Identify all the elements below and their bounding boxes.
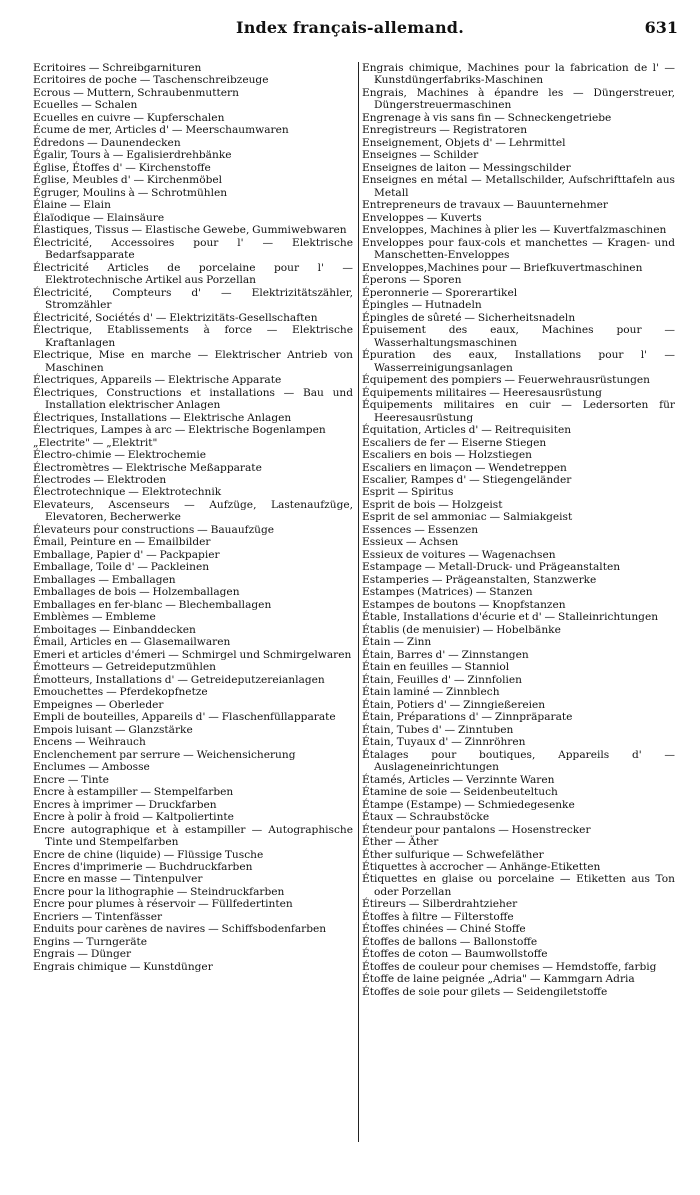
index-entry: Électrotechnique — Elektrotechnik <box>33 486 222 499</box>
left-column <box>33 62 353 973</box>
index-entry: Élevateurs pour constructions — Bauaufzüge <box>33 523 275 536</box>
index-entry: Encre de chine (liquide) — Flüssige Tusche <box>33 848 264 861</box>
index-entry: Éther sulfurique — Schwefeläther <box>362 848 544 861</box>
index-entry: Étalages pour boutiques, Appareils d' — Auslageneinrichtungen <box>362 748 675 774</box>
index-entry: Enclumes — Ambosse <box>33 761 150 774</box>
index-entry: Encriers — Tintenfässer <box>33 910 163 923</box>
index-entry: Empois luisant — Glanzstärke <box>33 723 193 736</box>
index-entry: Étampe (Estampe) — Schmiedegesenke <box>362 798 575 811</box>
index-entry: Étaux — Schraubstöcke <box>362 811 490 824</box>
index-entry: Éperonnerie — Sporerartikel <box>362 286 518 299</box>
index-entry: Étendeur pour pantalons — Hosenstrecker <box>362 823 591 836</box>
index-entry: Équipements militaires — Heeresausrüstung <box>362 386 602 399</box>
index-entry: Égruger, Moulins à — Schrotmühlen <box>33 186 228 199</box>
index-entry: Étable, Installations d'écurie et d' — Stalleinrichtungen <box>362 611 659 624</box>
index-entry: Encre — Tinte <box>33 773 109 786</box>
index-entry: Ecritoires — Schreibgarnituren <box>33 62 202 74</box>
index-entry: Étain, Potiers d' — Zinngießereien <box>362 698 546 711</box>
index-entry: Équipements militaires en cuir — Ledersorten für Heeresausrüstung <box>362 399 675 424</box>
index-entry: Étiquettes à accrocher — Anhänge-Etiketten <box>362 861 601 873</box>
index-entry: Engrais chimique, Machines pour la fabrication de l' — Kunstdüngerfabriks-Maschinen <box>362 62 675 87</box>
index-entry: Électrodes — Elektroden <box>33 473 167 486</box>
index-entry: Électricité, Sociétés d' — Elektrizitäts-Gesellschaften <box>33 311 318 324</box>
right-column <box>358 62 675 1142</box>
index-entry: Electrique, Mise en marche — Elektrischer Antrieb von Maschinen <box>33 349 353 374</box>
index-entry: Encres à imprimer — Druckfarben <box>33 798 217 811</box>
index-entry: Étain, Tuyaux d' — Zinnröhren <box>362 736 526 749</box>
index-entry: Enregistreurs — Registratoren <box>362 124 528 137</box>
index-entry: Elevateurs, Ascenseurs — Aufzüge, Lastenaufzüge, Elevatoren, Becherwerke <box>33 498 353 524</box>
index-entry: Encre autographique et à estampiller — Autographische Tinte und Stempelfarben <box>33 823 353 849</box>
index-entry: Esprit de sel ammoniac — Salmiakgeist <box>362 511 573 524</box>
index-entry: Électro-chimie — Elektrochemie <box>33 449 207 462</box>
index-entry: Escalier, Rampes d' — Stiegengeländer <box>362 473 572 486</box>
index-entry: Égalir, Tours à — Egalisierdrehbänke <box>33 149 232 162</box>
index-entry: Étain laminé — Zinnblech <box>362 686 500 699</box>
index-entry: Édredons — Daunendecken <box>33 136 181 149</box>
index-entry: Encre pour plumes à réservoir — Füllfedertinten <box>33 898 293 911</box>
index-entry: Enveloppes, Machines à plier les — Kuvertfalzmaschinen <box>362 224 667 237</box>
index-entry: Étain, Barres d' — Zinnstangen <box>362 648 529 661</box>
index-entry: Épuisement des eaux, Machines pour — Wasserhaltungsmaschinen <box>362 324 675 349</box>
index-entry: Engrais chimique — Kunstdünger <box>33 960 213 973</box>
index-entry: Électricité Articles de porcelaine pour l' — Elektrotechnische Artikel aus Porzellan <box>33 261 353 287</box>
index-entry: Électrique, Etablissements à force — Elektrische Kraftanlagen <box>33 324 353 349</box>
index-entry: Essieux de voitures — Wagenachsen <box>362 548 556 561</box>
index-entry: Équipement des pompiers — Feuerwehrausrüstungen <box>362 374 650 387</box>
index-entry: Estamperies — Prägeanstalten, Stanzwerke <box>362 573 597 586</box>
index-entry: Entrepreneurs de travaux — Bauunternehmer <box>362 199 608 212</box>
index-entry: Éther — Äther <box>362 836 439 849</box>
index-entry: Émail, Articles en — Glasemailwaren <box>33 636 231 649</box>
index-entry: Élaine — Elain <box>33 199 111 212</box>
index-entry: Étain, Préparations d' — Zinnpräparate <box>362 711 573 724</box>
index-entry: Église, Meubles d' — Kirchenmöbel <box>33 174 223 187</box>
index-entry: Épingles — Hutnadeln <box>362 299 482 312</box>
index-entry: Ecuelles en cuivre — Kupferschalen <box>33 111 225 124</box>
index-entry: Établis (de menuisier) — Hobelbänke <box>362 623 561 636</box>
page-title: Index français-allemand. <box>236 18 464 37</box>
index-entry: Empeignes — Oberleder <box>33 698 164 711</box>
index-entry: Étoffes de couleur pour chemises — Hemdstoffe, farbig <box>362 960 657 973</box>
index-entry: Emouchettes — Pferdekopfnetze <box>33 686 208 699</box>
index-entry: Ecuelles — Schalen <box>33 99 138 112</box>
index-entry: Enveloppes,Machines pour — Briefkuvertmaschinen <box>362 261 643 274</box>
index-entry: Étoffes de ballons — Ballonstoffe <box>362 935 538 948</box>
index-entry: Écume de mer, Articles d' — Meerschaumwaren <box>33 124 289 137</box>
index-entry: Ecrous — Muttern, Schraubenmuttern <box>33 86 239 99</box>
index-entry: Émotteurs — Getreideputzmühlen <box>33 661 216 674</box>
index-entry: Esprit — Spiritus <box>362 486 454 499</box>
index-entry: Enveloppes pour faux-cols et manchettes — Kragen- und Manschetten-Enveloppes <box>362 236 675 262</box>
index-entry: Électriques, Appareils — Elektrische Apparate <box>33 374 282 387</box>
index-entry: Escaliers en bois — Holzstiegen <box>362 449 532 462</box>
index-entry: Électricité, Compteurs d' — Elektrizitätszähler, Stromzähler <box>33 286 353 312</box>
index-entry: Enseignes — Schilder <box>362 149 479 162</box>
index-entry: Étoffes de soie pour gilets — Seidengiletstoffe <box>362 985 608 998</box>
index-entry: Enduits pour carènes de navires — Schiffsbodenfarben <box>33 923 327 936</box>
index-entry: Émail, Peinture en — Emailbilder <box>33 536 211 549</box>
index-entry: Étain en feuilles — Stanniol <box>362 661 510 674</box>
index-entry: Enclenchement par serrure — Weichensicherung <box>33 748 296 761</box>
index-entry: Estampes (Matrices) — Stanzen <box>362 586 533 599</box>
index-entry: Enseignement, Objets d' — Lehrmittel <box>362 136 566 149</box>
index-entry: Église, Étoffes d' — Kirchenstoffe <box>33 161 211 174</box>
index-entry: Estampage — Metall-Druck- und Prägeanstalten <box>362 561 621 574</box>
index-entry: Étamine de soie — Seidenbeuteltuch <box>362 786 558 799</box>
index-entry: Éperons — Sporen <box>362 274 462 287</box>
index-entry: Étamés, Articles — Verzinnte Waren <box>362 773 555 786</box>
index-entry: Étoffes chinées — Chiné Stoffe <box>362 923 526 936</box>
index-entry: Électricité, Accessoires pour l' — Elektrische Bedarfsapparate <box>33 236 353 262</box>
index-entry: Étain — Zinn <box>362 636 432 649</box>
index-entry: Épuration des eaux, Installations pour l' — Wasserreinigungsanlagen <box>362 349 675 374</box>
index-entry: Étain, Tubes d' — Zinntuben <box>362 723 514 736</box>
index-entry: Émotteurs, Installations d' — Getreideputzereianlagen <box>33 673 325 686</box>
page-header <box>0 14 700 42</box>
index-entry: Engins — Turngeräte <box>33 935 148 948</box>
index-entry: Équitation, Articles d' — Reitrequisiten <box>362 424 572 437</box>
index-entry: Esprit de bois — Holzgeist <box>362 498 503 511</box>
index-entry: Emblèmes — Embleme <box>33 611 156 624</box>
index-entry: „Electrite" — „Elektrit" <box>33 436 158 449</box>
index-entry: Encens — Weihrauch <box>33 736 146 749</box>
index-entry: Étoffes de coton — Baumwollstoffe <box>362 948 548 961</box>
index-entry: Étireurs — Silberdrahtzieher <box>362 898 518 911</box>
index-entry: Encres d'imprimerie — Buchdruckfarben <box>33 861 253 873</box>
index-entry: Électriques, Installations — Elektrische Anlagen <box>33 411 292 424</box>
index-entry: Enseignes de laiton — Messingschilder <box>362 161 571 174</box>
index-entry: Empli de bouteilles, Appareils d' — Flaschenfüllapparate <box>33 711 336 724</box>
index-entry: Encre en masse — Tintenpulver <box>33 873 203 886</box>
index-entry: Étiquettes en glaise ou porcelaine — Etiketten aus Ton oder Porzellan <box>362 873 675 898</box>
index-entry: Emballages en fer-blanc — Blechemballagen <box>33 598 272 611</box>
index-entry: Enveloppes — Kuverts <box>362 211 482 224</box>
index-entry: Engrais — Dünger <box>33 948 132 961</box>
index-entry: Emballages de bois — Holzemballagen <box>33 586 240 599</box>
index-entry: Électriques, Constructions et installations — Bau und Installation elektrischer Anlagen <box>33 386 353 412</box>
index-entry: Engrenage à vis sans fin — Schneckengetriebe <box>362 111 612 124</box>
index-entry: Essences — Essenzen <box>362 523 479 536</box>
page-number: 631 <box>644 18 678 37</box>
index-entry: Élaïodique — Elainsäure <box>33 211 165 224</box>
index-entry: Électriques, Lampes à arc — Elektrische Bogenlampen <box>33 424 326 437</box>
index-entry: Engrais, Machines à épandre les — Düngerstreuer, Düngerstreuermaschinen <box>362 86 675 112</box>
index-entry: Emballage, Papier d' — Packpapier <box>33 548 220 561</box>
index-entry: Étoffes à filtre — Filterstoffe <box>362 910 514 923</box>
index-entry: Électromètres — Elektrische Meßapparate <box>33 461 262 474</box>
index-entry: Emballages — Emballagen <box>33 573 176 586</box>
index-entry: Ecritoires de poche — Taschenschreibzeuge <box>33 74 269 87</box>
index-entry: Escaliers de fer — Eiserne Stiegen <box>362 436 547 449</box>
index-entry: Escaliers en limaçon — Wendetreppen <box>362 461 567 474</box>
index-entry: Enseignes en métal — Metallschilder, Aufschrifttafeln aus Metall <box>362 174 675 199</box>
index-entry: Essieux — Achsen <box>362 536 459 549</box>
index-entry: Estampes de boutons — Knopfstanzen <box>362 598 566 611</box>
index-entry: Emballage, Toile d' — Packleinen <box>33 561 210 574</box>
index-entry: Emeri et articles d'émeri — Schmirgel und Schmirgelwaren <box>33 648 352 661</box>
index-entry: Encre pour la lithographie — Steindruckfarben <box>33 885 285 898</box>
index-entry: Emboitages — Einbanddecken <box>33 623 196 636</box>
index-entry: Élastiques, Tissus — Elastische Gewebe, Gummiwebwaren <box>33 224 347 237</box>
index-entry: Étoffe de laine peignée „Adria" — Kammgarn Adria <box>362 973 635 986</box>
index-entry: Étain, Feuilles d' — Zinnfolien <box>362 673 522 686</box>
index-entry: Encre à estampiller — Stempelfarben <box>33 786 234 799</box>
index-entry: Encre à polir à froid — Kaltpoliertinte <box>33 811 234 824</box>
index-entry: Épingles de sûreté — Sicherheitsnadeln <box>362 311 576 324</box>
